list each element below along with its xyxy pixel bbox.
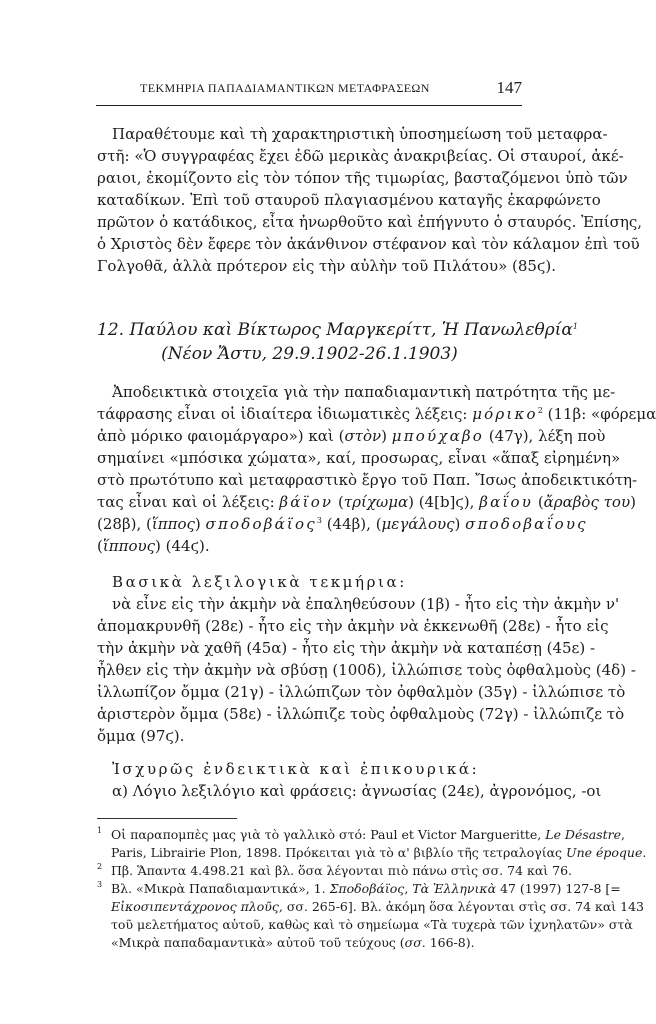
footnote-number: 3	[97, 880, 103, 889]
paragraph-line: Γολγοθᾶ, ἀλλὰ πρότερον εἰς τὴν αὐλὴν τοῦ Πιλάτου» (85ϛ).	[97, 257, 556, 275]
running-head	[96, 78, 522, 106]
text-span: (	[333, 493, 344, 511]
paragraph-line: στῆ: «Ὁ συγγραφέας ἔχει ἐδῶ μερικὰς ἀνακριβείας. Οἱ σταυροί, ἀκέ-	[97, 147, 624, 165]
text-span: 166-8).	[425, 935, 475, 950]
text-span: ἵππος	[151, 515, 195, 533]
text-span: 47 (1997) 127-8 [=	[496, 881, 621, 896]
section-subtitle: Ἰσχυρῶς ἐνδεικτικὰ καὶ ἐπικουρικά:	[112, 760, 480, 778]
text-span: τοῦ μελετήματος αὐτοῦ, καθὼς καὶ τὸ σημείωμα «Τὰ τυχερὰ τῶν ἰχνηλατῶν» στὰ	[111, 917, 633, 932]
text-span: σσ.	[404, 935, 426, 950]
footnote-divider	[97, 818, 237, 819]
paragraph-line: ἀριστερὸν ὄμμα (58ε) - ἰλλώπιζε τοὺς ὀφθαλμοὺς (72γ) - ἰλλώπιζε τὸ	[97, 705, 625, 723]
paragraph-line: ραιοι, ἐκομίζοντο εἰς τὸν τόπον τῆς τιμωρίας, βασταζόμενοι ὑπὸ τῶν	[97, 169, 628, 187]
paragraph-line	[97, 535, 522, 557]
text-span: ἀπὸ μόρικο φαιομάργαρο») καὶ (	[97, 427, 345, 445]
paragraph-line: α) Λόγιο λεξιλόγιο καὶ φράσεις: ἀγνωσίας (24ε), ἀγρονόμος, -οι	[112, 782, 602, 800]
text-span: Οἱ παραπομπὲς μας γιὰ τὸ γαλλικὸ στό: Paul et Victor Margueritte,	[111, 827, 546, 842]
keyword: σποδοβάϊος	[205, 515, 317, 533]
section-heading-source	[97, 342, 522, 366]
footnote-ref: 1	[572, 322, 578, 331]
footnote-1	[97, 826, 626, 844]
text-span: στὸν	[344, 427, 382, 445]
text-span: τας εἶναι καὶ οἱ λέξεις:	[97, 493, 280, 511]
text-span: ,	[621, 827, 626, 842]
section-subtitle: Βασικὰ λεξιλογικὰ τεκμήρια:	[112, 573, 407, 591]
text-span: μεγάλους	[381, 515, 455, 533]
text-span: τάφρασης εἶναι οἱ ἰδιαίτερα ἰδιωματικὲς λέξεις:	[97, 405, 473, 423]
paragraph-line: Παραθέτουμε καὶ τὴ χαρακτηριστικὴ ὑποσημείωση τοῦ μεταφρα-	[112, 125, 608, 143]
footnote-3	[97, 880, 621, 898]
paragraph-line: Ἀποδεικτικὰ στοιχεῖα γιὰ τὴν παπαδιαμαντικὴ πατρότητα τῆς με-	[112, 383, 616, 401]
text-span: τρίχωμα	[343, 493, 409, 511]
text-span: Le Désastre	[545, 827, 622, 842]
paragraph-line: νὰ εἶνε εἰς τὴν ἀκμὴν νὰ ἐπαληθεύσουν (1β) - ἦτο εἰς τὴν ἀκμὴν ν'	[112, 595, 620, 613]
paragraph-line	[97, 491, 636, 513]
paragraph-line: ἀπομακρυνθῆ (28ε) - ἦτο εἰς τὴν ἀκμὴν νὰ ἐκκενωθῆ (28ε) - ἦτο εἰς	[97, 617, 609, 635]
text-span: ) (44ϛ).	[155, 537, 210, 555]
text-span: Εἰκοσιπεντάχρονος πλοῦς	[111, 899, 279, 914]
paragraph-line: τὴν ἀκμὴν νὰ χαθῆ (45α) - ἦτο εἰς τὴν ἀκμὴν νὰ καταπέσῃ (45ε) -	[97, 639, 596, 657]
text-span: (44β), (	[321, 515, 382, 533]
text-span: Paris, Librairie Plon, 1898. Πρόκειται γιὰ τὸ α' βιβλίο τῆς τετραλογίας	[111, 845, 567, 860]
footnote-2	[97, 862, 573, 880]
keyword: βαΐου	[479, 493, 534, 511]
keyword: μπούχαβο	[391, 427, 485, 445]
paragraph-line: ὁ Χριστὸς δὲν ἔφερε τὸν ἀκάνθινον στέφανον καὶ τὸν κάλαμον ἐπὶ τοῦ	[97, 235, 640, 253]
paragraph-line	[97, 513, 588, 535]
text-span: Πβ. Ἅπαντα 4.498.21 καὶ βλ. ὅσα λέγονται πιὸ πάνω στὶς σσ. 74 καὶ 76.	[111, 863, 573, 878]
page-number: 147	[496, 78, 522, 97]
text-span: )	[381, 427, 392, 445]
text-span: (	[533, 493, 544, 511]
section-heading-subtitle: (Νέον Ἄστυ, 29.9.1902-26.1.1903)	[161, 344, 458, 364]
text-span: ἵππους	[102, 537, 156, 555]
paragraph-line: σημαίνει «μπόσικα χώματα», καί, προσωρας, εἶναι «ἅπαξ εἰρημένη»	[97, 449, 621, 467]
text-span: )	[630, 493, 636, 511]
text-span: ,	[404, 881, 413, 896]
text-span: Τὰ Ἑλληνικὰ	[412, 881, 497, 896]
footnote-ref: 3	[316, 516, 322, 525]
footnote-3-cont	[97, 934, 522, 952]
text-span: ἄραβὸς του	[543, 493, 631, 511]
text-span: )	[454, 515, 466, 533]
keyword: σποδοβαΐους	[465, 515, 588, 533]
text-span: Une époque	[566, 845, 643, 860]
paragraph-line: ὄμμα (97ϛ).	[97, 727, 185, 745]
keyword: μόρικο	[472, 405, 538, 423]
paragraph-line: καταδίκων. Ἐπὶ τοῦ σταυροῦ πλαγιασμένου καταγῆς ἐκαρφώνετο	[97, 191, 601, 209]
section-heading-title: 12. Παύλου καὶ Βίκτωρος Μαργκερίττ, Ἡ Πανωλεθρία	[97, 320, 573, 340]
text-span: Σποδοβάϊος	[329, 881, 405, 896]
text-span: (28β), (	[97, 515, 152, 533]
text-span: .	[642, 845, 647, 860]
paragraph-line	[97, 403, 656, 425]
running-head-title: ΤΕΚΜΗΡΙΑ ΠΑΠΑΔΙΑΜΑΝΤΙΚΩΝ ΜΕΤΑΦΡΑΣΕΩΝ	[140, 81, 430, 95]
footnote-1-cont	[97, 844, 647, 862]
paragraph-line: ἰλλωπίζον ὄμμα (21γ) - ἰλλώπιζων τὸν ὀφθαλμὸν (35γ) - ἰλλώπισε τὸ	[97, 683, 626, 701]
footnote-3-cont	[97, 916, 633, 934]
paragraph-line: ἦλθεν εἰς τὴν ἀκμὴν νὰ σβύσῃ (100δ), ἰλλώπισε τοὺς ὀφθαλμοὺς (4δ) -	[97, 661, 636, 679]
text-span: , σσ. 265-6]. Βλ. ἀκόμη ὅσα λέγονται στὶς σσ. 74 καὶ 143	[278, 899, 645, 914]
keyword: βάϊον	[279, 493, 334, 511]
text-span: «Μικρὰ παπαδαμαντικὰ» αὐτοῦ τοῦ τεύχους (	[111, 935, 405, 950]
footnote-ref: 2	[537, 406, 543, 415]
section-heading	[97, 318, 578, 342]
footnote-number: 2	[97, 862, 103, 871]
text-span: (47γ), λέξη ποὺ	[484, 427, 606, 445]
text-span: (	[97, 537, 103, 555]
paragraph-line: στὸ πρωτότυπο καὶ μεταφραστικὸ ἔργο τοῦ Παπ. Ἴσως ἀποδεικτικότη-	[97, 471, 638, 489]
text-span: (11β: «φόρεμα	[542, 405, 656, 423]
text-span: ) (4[b]ϛ),	[408, 493, 480, 511]
text-span: Βλ. «Μικρὰ Παπαδιαμαντικά», 1.	[111, 881, 330, 896]
paragraph-line: πρῶτον ὁ κατάδικος, εἶτα ἠνωρθοῦτο καὶ ἐπήγνυτο ὁ σταυρός. Ἐπίσης,	[97, 213, 643, 231]
paragraph-line	[97, 425, 606, 447]
footnote-3-cont	[97, 898, 645, 916]
text-span: )	[194, 515, 206, 533]
footnote-number: 1	[97, 826, 103, 835]
